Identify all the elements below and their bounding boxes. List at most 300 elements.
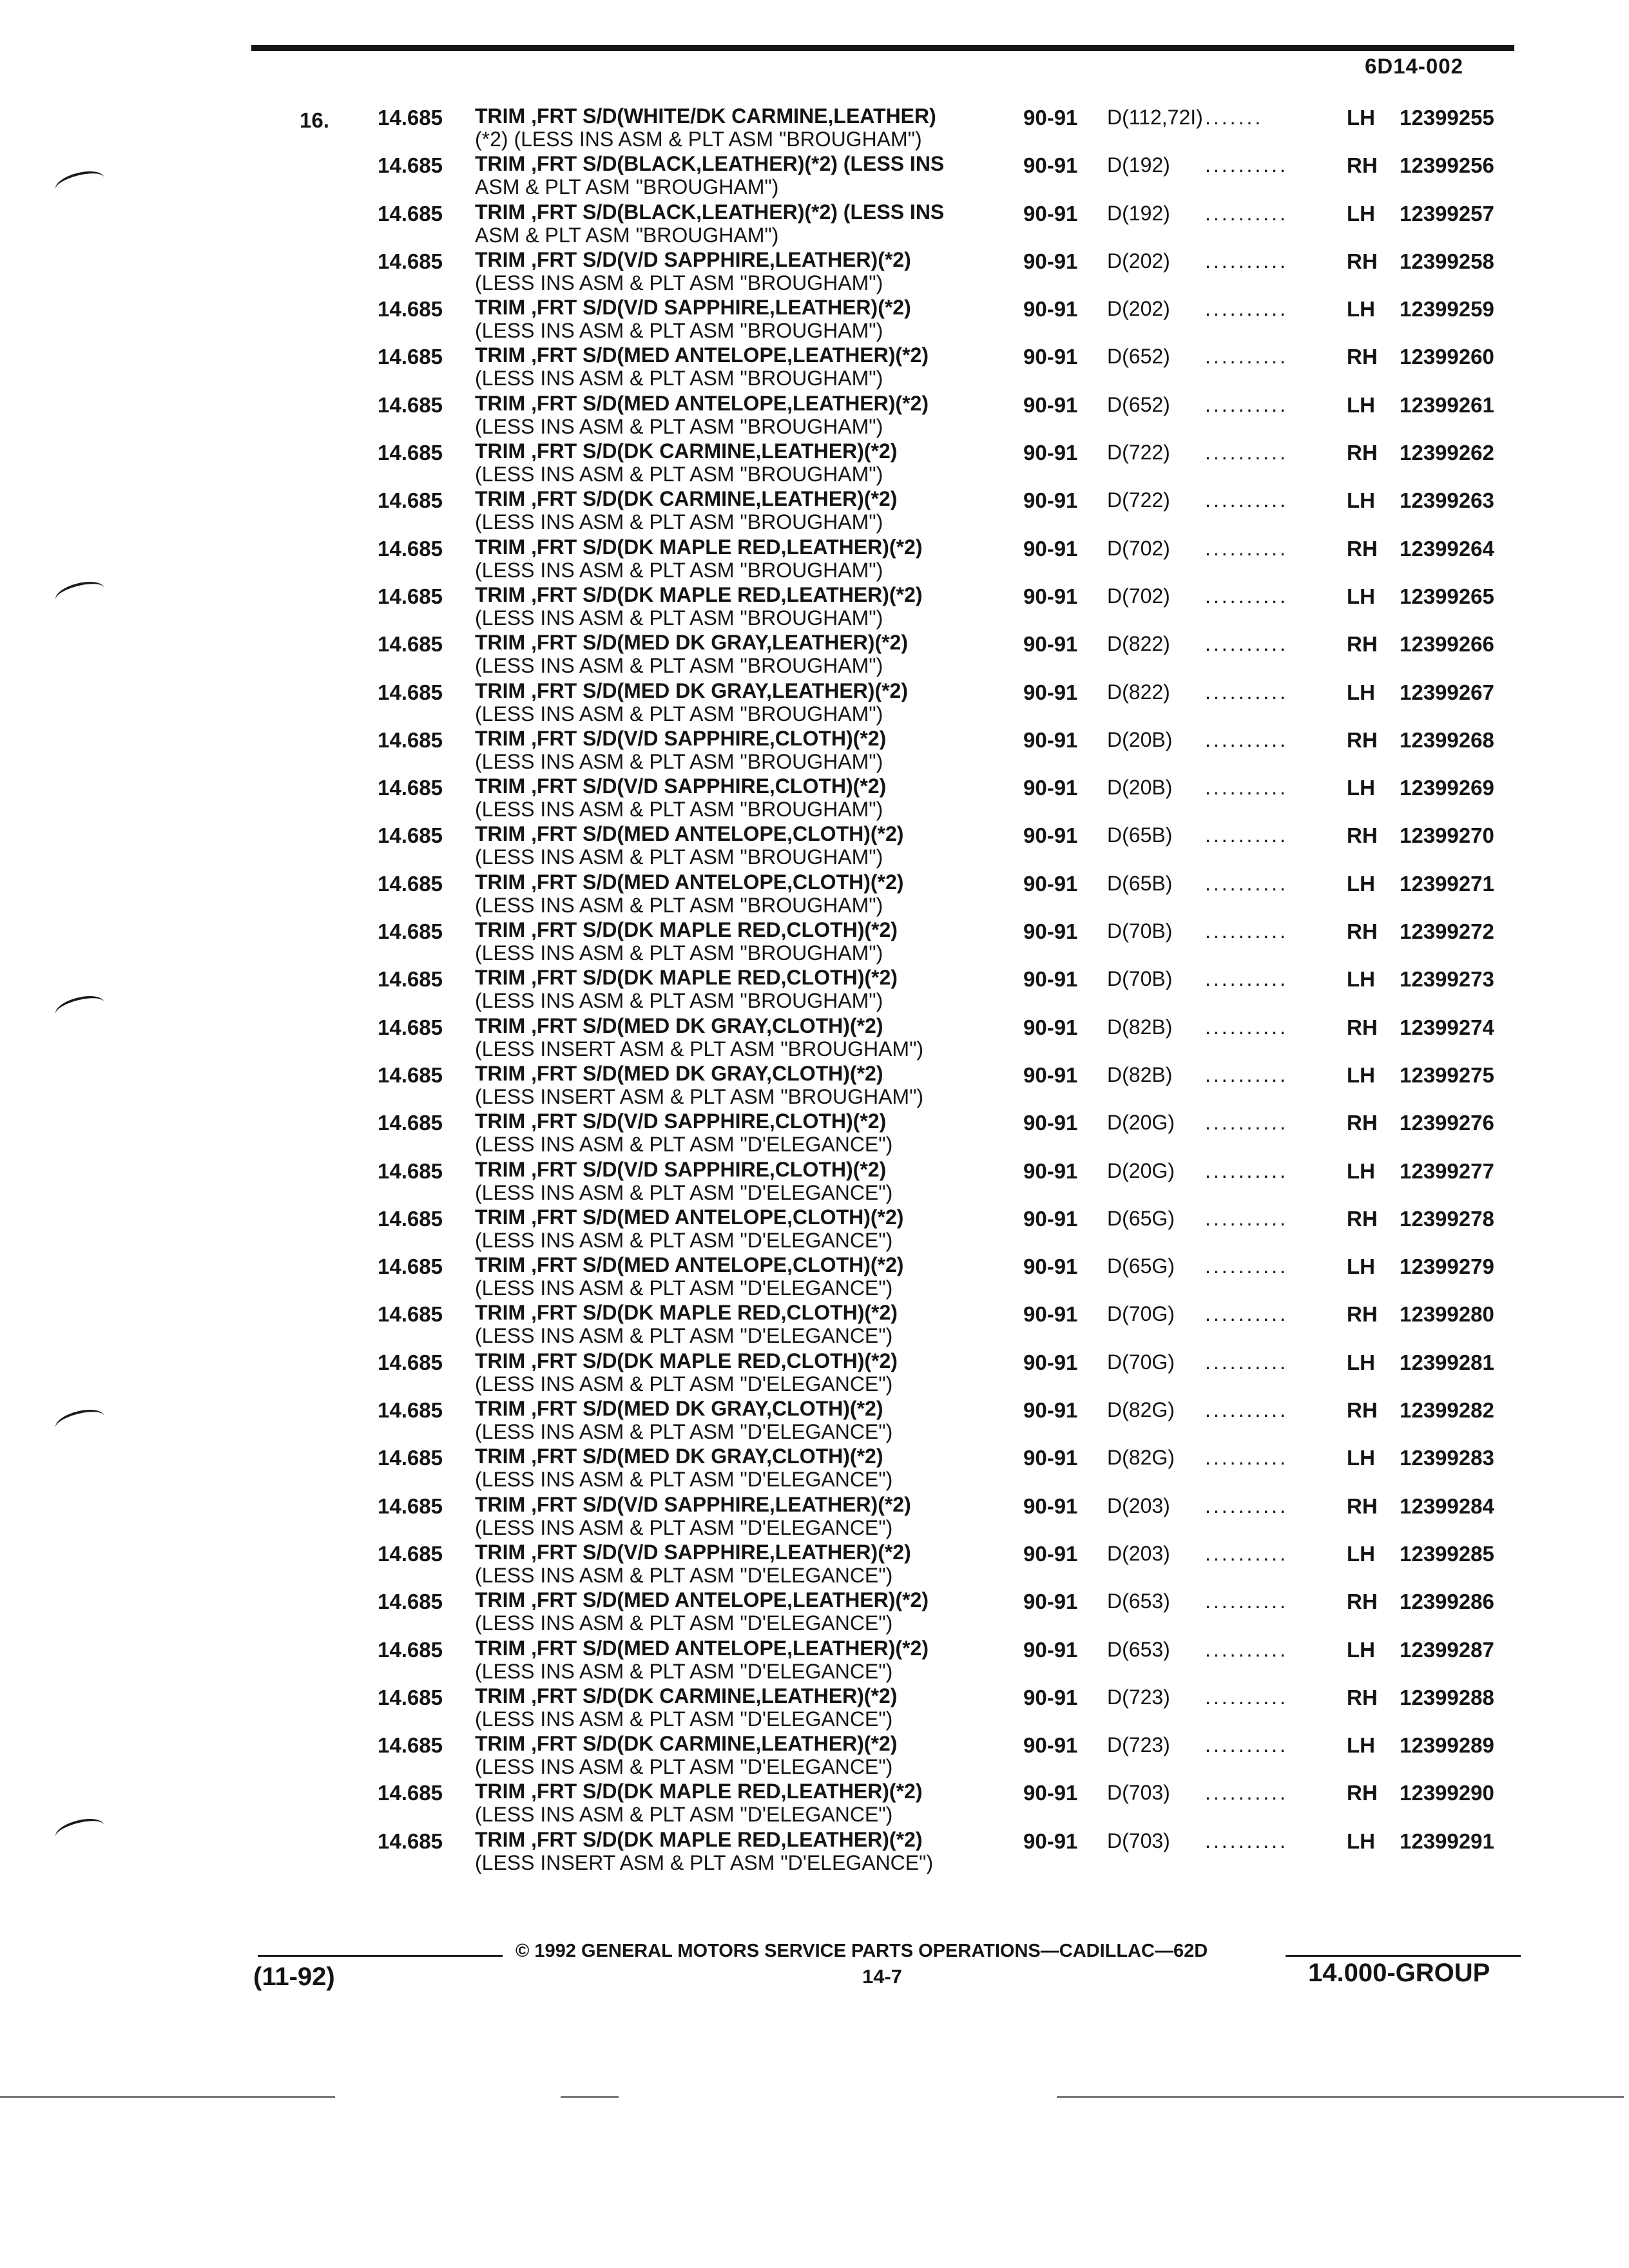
part-entry bbox=[0, 677, 1629, 724]
model-years: 90-91 bbox=[1023, 1015, 1078, 1039]
group-number: 14.685 bbox=[378, 1062, 443, 1087]
part-number: 12399287 bbox=[1400, 1637, 1494, 1662]
side-indicator: LH bbox=[1347, 201, 1375, 226]
part-description bbox=[475, 343, 929, 390]
part-description bbox=[475, 1253, 903, 1300]
model-years: 90-91 bbox=[1023, 153, 1078, 178]
description-line-1: TRIM ,FRT S/D(V/D SAPPHIRE,CLOTH)(*2) bbox=[475, 1110, 887, 1133]
leader-dots: .......... bbox=[1205, 1206, 1288, 1230]
side-indicator: LH bbox=[1347, 488, 1375, 513]
group-number: 14.685 bbox=[378, 249, 443, 273]
part-description bbox=[475, 822, 903, 869]
part-description bbox=[475, 583, 922, 629]
page-number: 14-7 bbox=[862, 1965, 903, 1988]
part-description bbox=[475, 1445, 892, 1491]
group-number: 14.685 bbox=[378, 823, 443, 848]
part-entry bbox=[0, 1155, 1629, 1203]
leader-dots: .......... bbox=[1205, 632, 1288, 656]
group-number: 14.685 bbox=[378, 1829, 443, 1853]
group-number: 14.685 bbox=[378, 1254, 443, 1279]
description-line-2: (LESS INS ASM & PLT ASM "BROUGHAM") bbox=[475, 606, 883, 629]
part-description bbox=[475, 487, 897, 533]
part-number: 12399284 bbox=[1400, 1494, 1494, 1518]
description-line-2: (LESS INS ASM & PLT ASM "D'ELEGANCE") bbox=[475, 1563, 893, 1587]
description-line-2: (LESS INS ASM & PLT ASM "BROUGHAM") bbox=[475, 654, 883, 678]
description-line-2: (LESS INS ASM & PLT ASM "D'ELEGANCE") bbox=[475, 1420, 893, 1444]
group-number: 14.685 bbox=[378, 919, 443, 944]
side-indicator: RH bbox=[1347, 1398, 1378, 1423]
description-line-1: TRIM ,FRT S/D(BLACK,LEATHER)(*2) (LESS INS bbox=[475, 200, 945, 224]
model-years: 90-91 bbox=[1023, 1541, 1078, 1566]
leader-dots: .......... bbox=[1205, 1446, 1288, 1470]
model-years: 90-91 bbox=[1023, 392, 1078, 417]
trim-code: D(822) bbox=[1107, 680, 1170, 704]
group-number: 14.685 bbox=[378, 1302, 443, 1327]
part-entry bbox=[0, 1347, 1629, 1394]
part-number: 12399256 bbox=[1400, 153, 1494, 178]
trim-code: D(192) bbox=[1107, 153, 1170, 177]
side-indicator: LH bbox=[1347, 584, 1375, 608]
part-entry bbox=[0, 1825, 1629, 1873]
part-entry bbox=[0, 868, 1629, 916]
description-line-2: (LESS INS ASM & PLT ASM "D'ELEGANCE") bbox=[475, 1611, 893, 1635]
trim-code: D(203) bbox=[1107, 1541, 1170, 1565]
trim-code: D(65G) bbox=[1107, 1254, 1175, 1278]
part-entry bbox=[0, 1682, 1629, 1729]
description-line-2: ASM & PLT ASM "BROUGHAM") bbox=[475, 175, 779, 199]
description-line-1: TRIM ,FRT S/D(MED ANTELOPE,CLOTH)(*2) bbox=[475, 1205, 904, 1229]
leader-dots: .......... bbox=[1205, 1062, 1288, 1086]
model-years: 90-91 bbox=[1023, 1829, 1078, 1853]
part-description bbox=[475, 1301, 898, 1347]
description-line-2: (LESS INS ASM & PLT ASM "D'ELEGANCE") bbox=[475, 1228, 893, 1252]
part-description bbox=[475, 1397, 892, 1443]
footer-rule-right bbox=[1286, 1955, 1521, 1957]
description-line-2: (LESS INSERT ASM & PLT ASM "D'ELEGANCE") bbox=[475, 1850, 934, 1874]
trim-code: D(652) bbox=[1107, 392, 1170, 416]
side-indicator: LH bbox=[1347, 967, 1375, 992]
part-number: 12399272 bbox=[1400, 919, 1494, 944]
model-years: 90-91 bbox=[1023, 1206, 1078, 1231]
description-line-2: (LESS INS ASM & PLT ASM "BROUGHAM") bbox=[475, 845, 883, 869]
part-entry bbox=[0, 1012, 1629, 1059]
group-label: 14.000-GROUP bbox=[1308, 1959, 1490, 1987]
part-description bbox=[475, 1780, 922, 1826]
model-years: 90-91 bbox=[1023, 249, 1078, 273]
description-line-1: TRIM ,FRT S/D(DK MAPLE RED,LEATHER)(*2) bbox=[475, 1780, 923, 1803]
description-line-2: (LESS INS ASM & PLT ASM "BROUGHAM") bbox=[475, 510, 883, 534]
side-indicator: LH bbox=[1347, 1541, 1375, 1566]
part-entry bbox=[0, 485, 1629, 532]
leader-dots: .......... bbox=[1205, 1254, 1288, 1278]
trim-code: D(192) bbox=[1107, 201, 1170, 225]
description-line-2: (LESS INS ASM & PLT ASM "BROUGHAM") bbox=[475, 941, 883, 965]
side-indicator: LH bbox=[1347, 392, 1375, 417]
model-years: 90-91 bbox=[1023, 919, 1078, 944]
part-description bbox=[475, 1493, 911, 1539]
part-number: 12399259 bbox=[1400, 297, 1494, 322]
part-description bbox=[475, 1732, 897, 1778]
trim-code: D(20G) bbox=[1107, 1111, 1175, 1135]
description-line-2: (LESS INS ASM & PLT ASM "D'ELEGANCE") bbox=[475, 1372, 893, 1396]
model-years: 90-91 bbox=[1023, 1637, 1078, 1662]
description-line-2: (LESS INS ASM & PLT ASM "BROUGHAM") bbox=[475, 989, 883, 1013]
part-description bbox=[475, 774, 886, 821]
description-line-1: TRIM ,FRT S/D(DK MAPLE RED,CLOTH)(*2) bbox=[475, 1301, 898, 1325]
leader-dots: .......... bbox=[1205, 536, 1288, 560]
trim-code: D(82B) bbox=[1107, 1062, 1173, 1086]
trim-code: D(202) bbox=[1107, 249, 1170, 273]
trim-code: D(702) bbox=[1107, 536, 1170, 560]
part-description bbox=[475, 1637, 929, 1683]
model-years: 90-91 bbox=[1023, 1781, 1078, 1805]
trim-code: D(65B) bbox=[1107, 823, 1173, 847]
model-years: 90-91 bbox=[1023, 1158, 1078, 1183]
description-line-2: (LESS INS ASM & PLT ASM "D'ELEGANCE") bbox=[475, 1276, 893, 1300]
group-number: 14.685 bbox=[378, 1541, 443, 1566]
part-number: 12399274 bbox=[1400, 1015, 1494, 1039]
description-line-1: TRIM ,FRT S/D(MED ANTELOPE,CLOTH)(*2) bbox=[475, 1253, 904, 1277]
model-years: 90-91 bbox=[1023, 1398, 1078, 1423]
trim-code: D(723) bbox=[1107, 1685, 1170, 1709]
group-number: 14.685 bbox=[378, 727, 443, 752]
group-number: 14.685 bbox=[378, 1733, 443, 1758]
part-description bbox=[475, 727, 886, 773]
description-line-2: (LESS INS ASM & PLT ASM "D'ELEGANCE") bbox=[475, 1133, 893, 1157]
side-indicator: RH bbox=[1347, 1111, 1378, 1135]
description-line-2: (LESS INS ASM & PLT ASM "BROUGHAM") bbox=[475, 749, 883, 773]
side-indicator: RH bbox=[1347, 1494, 1378, 1518]
side-indicator: RH bbox=[1347, 727, 1378, 752]
part-number: 12399255 bbox=[1400, 106, 1494, 130]
trim-code: D(65G) bbox=[1107, 1206, 1175, 1230]
part-entry bbox=[0, 341, 1629, 389]
model-years: 90-91 bbox=[1023, 297, 1078, 322]
part-entry bbox=[0, 1107, 1629, 1155]
group-number: 14.685 bbox=[378, 345, 443, 369]
description-line-2: (LESS INS ASM & PLT ASM "BROUGHAM") bbox=[475, 702, 883, 726]
leader-dots: .......... bbox=[1205, 297, 1288, 321]
part-number: 12399290 bbox=[1400, 1781, 1494, 1805]
group-number: 14.685 bbox=[378, 1446, 443, 1470]
side-indicator: RH bbox=[1347, 1781, 1378, 1805]
model-years: 90-91 bbox=[1023, 967, 1078, 992]
leader-dots: .......... bbox=[1205, 1350, 1288, 1374]
leader-dots: .......... bbox=[1205, 345, 1288, 369]
model-years: 90-91 bbox=[1023, 1302, 1078, 1327]
part-number: 12399258 bbox=[1400, 249, 1494, 273]
trim-code: D(20G) bbox=[1107, 1158, 1175, 1182]
description-line-1: TRIM ,FRT S/D(MED DK GRAY,LEATHER)(*2) bbox=[475, 678, 908, 702]
leader-dots: .......... bbox=[1205, 776, 1288, 800]
group-number: 14.685 bbox=[378, 1111, 443, 1135]
side-indicator: RH bbox=[1347, 919, 1378, 944]
description-line-1: TRIM ,FRT S/D(MED ANTELOPE,LEATHER)(*2) bbox=[475, 391, 929, 415]
description-line-1: TRIM ,FRT S/D(V/D SAPPHIRE,LEATHER)(*2) bbox=[475, 296, 911, 320]
side-indicator: RH bbox=[1347, 1302, 1378, 1327]
leader-dots: .......... bbox=[1205, 1733, 1288, 1757]
part-description bbox=[475, 631, 908, 677]
description-line-2: (LESS INS ASM & PLT ASM "D'ELEGANCE") bbox=[475, 1803, 893, 1827]
part-entry bbox=[0, 628, 1629, 676]
leader-dots: .......... bbox=[1205, 1590, 1288, 1613]
model-years: 90-91 bbox=[1023, 1685, 1078, 1709]
leader-dots: .......... bbox=[1205, 1494, 1288, 1517]
part-description bbox=[475, 1828, 933, 1874]
model-years: 90-91 bbox=[1023, 441, 1078, 465]
part-number: 12399261 bbox=[1400, 392, 1494, 417]
model-years: 90-91 bbox=[1023, 1350, 1078, 1374]
part-entry bbox=[0, 724, 1629, 772]
leader-dots: .......... bbox=[1205, 201, 1288, 225]
side-indicator: LH bbox=[1347, 1637, 1375, 1662]
part-entry bbox=[0, 916, 1629, 963]
side-indicator: RH bbox=[1347, 345, 1378, 369]
side-indicator: LH bbox=[1347, 1350, 1375, 1374]
part-entry bbox=[0, 820, 1629, 867]
trim-code: D(203) bbox=[1107, 1494, 1170, 1517]
model-years: 90-91 bbox=[1023, 106, 1078, 130]
description-line-1: TRIM ,FRT S/D(DK CARMINE,LEATHER)(*2) bbox=[475, 1684, 898, 1707]
group-number: 14.685 bbox=[378, 536, 443, 561]
part-description bbox=[475, 1014, 923, 1061]
part-entry bbox=[0, 1394, 1629, 1442]
model-years: 90-91 bbox=[1023, 727, 1078, 752]
part-entry bbox=[0, 1538, 1629, 1586]
model-years: 90-91 bbox=[1023, 584, 1078, 608]
scan-rule bbox=[561, 2096, 619, 2098]
part-number: 12399291 bbox=[1400, 1829, 1494, 1853]
model-years: 90-91 bbox=[1023, 823, 1078, 848]
part-entry bbox=[0, 1251, 1629, 1298]
description-line-1: TRIM ,FRT S/D(MED ANTELOPE,LEATHER)(*2) bbox=[475, 1636, 929, 1660]
side-indicator: LH bbox=[1347, 1733, 1375, 1758]
part-number: 12399270 bbox=[1400, 823, 1494, 848]
top-rule bbox=[251, 45, 1514, 51]
group-number: 14.685 bbox=[378, 1590, 443, 1614]
group-number: 14.685 bbox=[378, 1494, 443, 1518]
description-line-1: TRIM ,FRT S/D(V/D SAPPHIRE,LEATHER)(*2) bbox=[475, 247, 911, 271]
leader-dots: .......... bbox=[1205, 1302, 1288, 1326]
trim-code: D(112,72I) bbox=[1107, 106, 1203, 129]
part-description bbox=[475, 439, 897, 486]
part-description bbox=[475, 104, 936, 151]
trim-code: D(822) bbox=[1107, 632, 1170, 656]
part-entry bbox=[0, 149, 1629, 197]
side-indicator: RH bbox=[1347, 1015, 1378, 1039]
group-number: 14.685 bbox=[378, 297, 443, 322]
part-description bbox=[475, 1158, 892, 1204]
trim-code: D(70G) bbox=[1107, 1302, 1175, 1326]
part-number: 12399268 bbox=[1400, 727, 1494, 752]
side-indicator: LH bbox=[1347, 871, 1375, 896]
part-description bbox=[475, 870, 903, 917]
part-entry bbox=[0, 1203, 1629, 1251]
description-line-1: TRIM ,FRT S/D(DK MAPLE RED,CLOTH)(*2) bbox=[475, 918, 898, 942]
part-number: 12399271 bbox=[1400, 871, 1494, 896]
part-number: 12399288 bbox=[1400, 1685, 1494, 1709]
part-description bbox=[475, 1349, 898, 1396]
description-line-1: TRIM ,FRT S/D(MED ANTELOPE,LEATHER)(*2) bbox=[475, 343, 929, 367]
group-number: 14.685 bbox=[378, 871, 443, 896]
trim-code: D(82B) bbox=[1107, 1015, 1173, 1039]
part-description bbox=[475, 918, 898, 965]
description-line-1: TRIM ,FRT S/D(MED DK GRAY,CLOTH)(*2) bbox=[475, 1445, 883, 1468]
description-line-1: TRIM ,FRT S/D(DK CARMINE,LEATHER)(*2) bbox=[475, 1732, 898, 1756]
part-number: 12399280 bbox=[1400, 1302, 1494, 1327]
model-years: 90-91 bbox=[1023, 345, 1078, 369]
group-number: 14.685 bbox=[378, 1398, 443, 1423]
part-description bbox=[475, 1062, 923, 1108]
part-number: 12399267 bbox=[1400, 680, 1494, 704]
part-entry bbox=[0, 963, 1629, 1011]
leader-dots: .......... bbox=[1205, 1111, 1288, 1135]
part-entry bbox=[0, 1729, 1629, 1777]
group-number: 14.685 bbox=[378, 1350, 443, 1374]
trim-code: D(70G) bbox=[1107, 1350, 1175, 1374]
model-years: 90-91 bbox=[1023, 1733, 1078, 1758]
leader-dots: .......... bbox=[1205, 727, 1288, 751]
leader-dots: .......... bbox=[1205, 1829, 1288, 1852]
side-indicator: RH bbox=[1347, 1206, 1378, 1231]
model-years: 90-91 bbox=[1023, 680, 1078, 704]
trim-code: D(722) bbox=[1107, 488, 1170, 512]
part-number: 12399278 bbox=[1400, 1206, 1494, 1231]
trim-code: D(82G) bbox=[1107, 1398, 1175, 1422]
description-line-1: TRIM ,FRT S/D(V/D SAPPHIRE,LEATHER)(*2) bbox=[475, 1492, 911, 1516]
part-description bbox=[475, 152, 944, 198]
model-years: 90-91 bbox=[1023, 871, 1078, 896]
part-entry bbox=[0, 533, 1629, 581]
side-indicator: LH bbox=[1347, 1446, 1375, 1470]
description-line-2: (LESS INSERT ASM & PLT ASM "BROUGHAM") bbox=[475, 1084, 924, 1108]
side-indicator: RH bbox=[1347, 153, 1378, 178]
side-indicator: LH bbox=[1347, 1158, 1375, 1183]
description-line-1: TRIM ,FRT S/D(DK MAPLE RED,CLOTH)(*2) bbox=[475, 966, 898, 990]
leader-dots: .......... bbox=[1205, 680, 1288, 704]
leader-dots: .......... bbox=[1205, 392, 1288, 416]
group-number: 14.685 bbox=[378, 441, 443, 465]
leader-dots: .......... bbox=[1205, 871, 1288, 895]
description-line-2: (LESS INS ASM & PLT ASM "BROUGHAM") bbox=[475, 367, 883, 390]
trim-code: D(20B) bbox=[1107, 727, 1173, 751]
leader-dots: .......... bbox=[1205, 919, 1288, 943]
description-line-2: (LESS INS ASM & PLT ASM "BROUGHAM") bbox=[475, 463, 883, 486]
part-number: 12399277 bbox=[1400, 1158, 1494, 1183]
group-number: 14.685 bbox=[378, 776, 443, 800]
part-number: 12399276 bbox=[1400, 1111, 1494, 1135]
part-number: 12399283 bbox=[1400, 1446, 1494, 1470]
group-number: 14.685 bbox=[378, 632, 443, 657]
leader-dots: .......... bbox=[1205, 1541, 1288, 1565]
description-line-2: ASM & PLT ASM "BROUGHAM") bbox=[475, 223, 779, 247]
part-description bbox=[475, 1541, 911, 1587]
description-line-2: (LESS INS ASM & PLT ASM "BROUGHAM") bbox=[475, 414, 883, 438]
section-number: 16. bbox=[300, 108, 329, 132]
description-line-2: (LESS INSERT ASM & PLT ASM "BROUGHAM") bbox=[475, 1037, 924, 1061]
model-years: 90-91 bbox=[1023, 1494, 1078, 1518]
part-entry bbox=[0, 772, 1629, 820]
trim-code: D(702) bbox=[1107, 584, 1170, 608]
description-line-1: TRIM ,FRT S/D(V/D SAPPHIRE,LEATHER)(*2) bbox=[475, 1540, 911, 1564]
part-entry bbox=[0, 198, 1629, 245]
group-number: 14.685 bbox=[378, 584, 443, 608]
side-indicator: LH bbox=[1347, 106, 1375, 130]
model-years: 90-91 bbox=[1023, 1446, 1078, 1470]
side-indicator: LH bbox=[1347, 1829, 1375, 1853]
model-years: 90-91 bbox=[1023, 1254, 1078, 1279]
revision-date: (11-92) bbox=[253, 1963, 335, 1991]
part-entry bbox=[0, 1586, 1629, 1633]
group-number: 14.685 bbox=[378, 1158, 443, 1183]
leader-dots: .......... bbox=[1205, 249, 1288, 273]
part-number: 12399262 bbox=[1400, 441, 1494, 465]
side-indicator: LH bbox=[1347, 680, 1375, 704]
description-line-2: (LESS INS ASM & PLT ASM "D'ELEGANCE") bbox=[475, 1755, 893, 1779]
leader-dots: .......... bbox=[1205, 153, 1288, 177]
scan-rule bbox=[1057, 2096, 1624, 2098]
description-line-2: (LESS INS ASM & PLT ASM "D'ELEGANCE") bbox=[475, 1324, 893, 1348]
description-line-1: TRIM ,FRT S/D(DK MAPLE RED,LEATHER)(*2) bbox=[475, 582, 923, 606]
description-line-1: TRIM ,FRT S/D(DK MAPLE RED,CLOTH)(*2) bbox=[475, 1349, 898, 1372]
group-number: 14.685 bbox=[378, 1781, 443, 1805]
footer-rule-left bbox=[258, 1955, 503, 1957]
part-number: 12399286 bbox=[1400, 1590, 1494, 1614]
part-number: 12399275 bbox=[1400, 1062, 1494, 1087]
trim-code: D(703) bbox=[1107, 1829, 1170, 1852]
description-line-1: TRIM ,FRT S/D(MED ANTELOPE,CLOTH)(*2) bbox=[475, 870, 904, 894]
leader-dots: .......... bbox=[1205, 823, 1288, 847]
part-description bbox=[475, 1110, 892, 1156]
part-entry bbox=[0, 1298, 1629, 1346]
group-number: 14.685 bbox=[378, 1637, 443, 1662]
description-line-2: (LESS INS ASM & PLT ASM "D'ELEGANCE") bbox=[475, 1515, 893, 1539]
part-entry bbox=[0, 1059, 1629, 1107]
group-number: 14.685 bbox=[378, 488, 443, 513]
leader-dots: .......... bbox=[1205, 1015, 1288, 1039]
leader-dots: .......... bbox=[1205, 1637, 1288, 1661]
part-description bbox=[475, 966, 898, 1012]
trim-code: D(82G) bbox=[1107, 1446, 1175, 1470]
side-indicator: RH bbox=[1347, 1685, 1378, 1709]
description-line-2: (LESS INS ASM & PLT ASM "BROUGHAM") bbox=[475, 271, 883, 294]
model-years: 90-91 bbox=[1023, 776, 1078, 800]
leader-dots: .......... bbox=[1205, 1158, 1288, 1182]
description-line-2: (LESS INS ASM & PLT ASM "BROUGHAM") bbox=[475, 558, 883, 582]
leader-dots: .......... bbox=[1205, 1398, 1288, 1422]
part-entry bbox=[0, 1490, 1629, 1538]
group-number: 14.685 bbox=[378, 201, 443, 226]
description-line-1: TRIM ,FRT S/D(WHITE/DK CARMINE,LEATHER) bbox=[475, 104, 936, 128]
trim-code: D(653) bbox=[1107, 1590, 1170, 1613]
part-entry bbox=[0, 245, 1629, 293]
part-number: 12399289 bbox=[1400, 1733, 1494, 1758]
side-indicator: LH bbox=[1347, 297, 1375, 322]
model-years: 90-91 bbox=[1023, 201, 1078, 226]
part-description bbox=[475, 535, 922, 582]
part-entry bbox=[0, 581, 1629, 628]
model-years: 90-91 bbox=[1023, 536, 1078, 561]
description-line-1: TRIM ,FRT S/D(MED DK GRAY,CLOTH)(*2) bbox=[475, 1397, 883, 1421]
trim-code: D(653) bbox=[1107, 1637, 1170, 1661]
model-years: 90-91 bbox=[1023, 488, 1078, 513]
trim-code: D(723) bbox=[1107, 1733, 1170, 1757]
leader-dots: .......... bbox=[1205, 584, 1288, 608]
description-line-2: (LESS INS ASM & PLT ASM "BROUGHAM") bbox=[475, 893, 883, 917]
description-line-2: (LESS INS ASM & PLT ASM "D'ELEGANCE") bbox=[475, 1180, 893, 1204]
part-number: 12399273 bbox=[1400, 967, 1494, 992]
group-number: 14.685 bbox=[378, 967, 443, 992]
